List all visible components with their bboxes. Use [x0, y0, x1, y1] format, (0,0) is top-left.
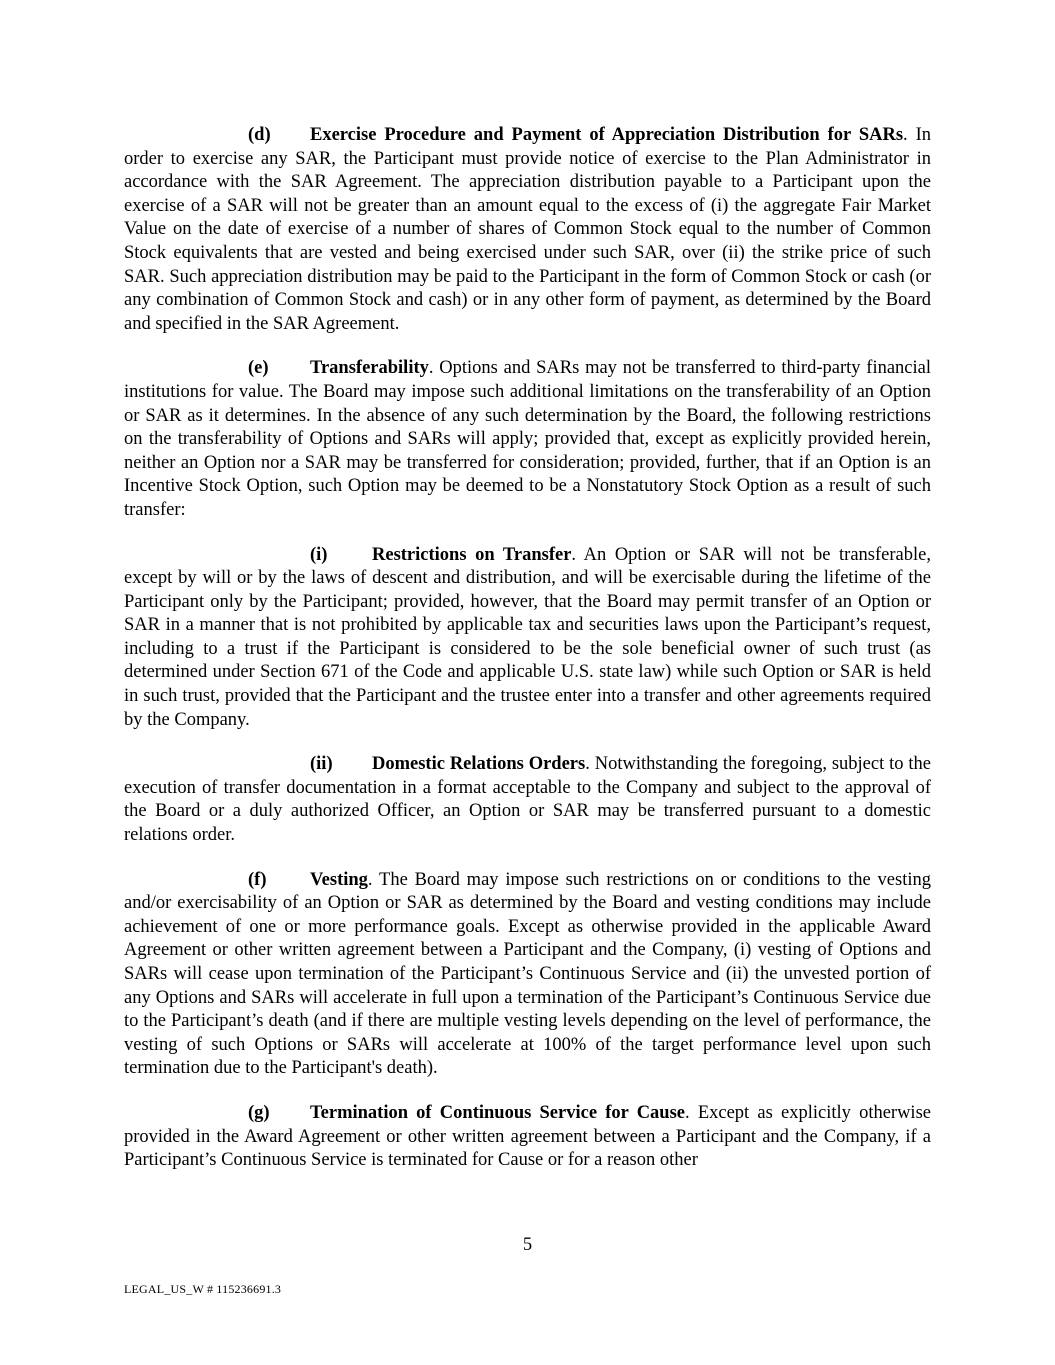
section-e [124, 357, 931, 522]
page-number: 5 [522, 1235, 533, 1255]
section-body: . The Board may impose such restrictions on or conditions to the vesting and/or exercisability of an Option or SAR as determined by the Board and vesting conditions may include achievement of one or more performance goals. Except as otherwise provided in the applicable Award Agreement or other written agreement between a Participant and the Company, (i) vesting of Options and SARs will cease upon termination of the Participant’s Continuous Service and (ii) the unvested portion of any Options and SARs will accelerate in full upon a termination of the Participant’s Continuous Service due to the Participant’s death (and if there are multiple vesting levels depending on the level of performance, the vesting of such Options or SARs will accelerate at 100% of the target performance level upon such termination due to the Participant's death). [124, 869, 931, 1079]
section-heading: Domestic Relations Orders [372, 754, 586, 775]
section-g [124, 1102, 931, 1173]
section-f [124, 869, 931, 1081]
section-heading: Vesting [310, 869, 368, 890]
section-number: (i) [310, 544, 328, 565]
section-d [124, 124, 931, 336]
section-number: (d) [248, 125, 271, 145]
section-body: . In order to exercise any SAR, the Participant must provide notice of exercise to the Plan Administrator in accordance with the SAR Agreement. The appreciation distribution payable to a Participant upon the exercise of a SAR will not be greater than an amount equal to the excess of (i) the aggregate Fair Market Value on the date of exercise of a number of shares of Common Stock equal to the number of Common Stock equivalents that are vested and being exercised under such SAR, over (ii) the strike price of such SAR. Such appreciation distribution may be paid to the Participant in the form of Common Stock or cash (or any combination of Common Stock and cash) or in any other form of payment, as determined by the Board and specified in the SAR Agreement. [124, 125, 931, 334]
document-footer-id: LEGAL_US_W # 115236691.3 [124, 1282, 282, 1296]
section-number: (e) [248, 358, 269, 379]
section-heading: Transferability [310, 358, 429, 379]
section-number: (g) [248, 1102, 270, 1123]
document-page [124, 124, 931, 1173]
section-heading: Restrictions on Transfer [372, 544, 572, 565]
subsection-e-ii [124, 753, 931, 847]
section-body: . Options and SARs may not be transferred to third-party financial institutions for value. The Board may impose such additional limitations on the transferability of an Option or SAR as it determines. In the absence of any such determination by the Board, the following restrictions on the transferability of Options and SARs will apply; provided that, except as explicitly provided herein, neither an Option nor a SAR may be transferred for consideration; provided, further, that if an Option is an Incentive Stock Option, such Option may be deemed to be a Nonstatutory Stock Option as a result of such transfer: [124, 358, 931, 520]
section-heading: Termination of Continuous Service for Cause [310, 1102, 686, 1123]
section-heading: Exercise Procedure and Payment of Appreciation Distribution for SARs [310, 125, 904, 145]
section-body: . An Option or SAR will not be transferable, except by will or by the laws of descent and distribution, and will be exercisable during the lifetime of the Participant only by the Participant; provided, however, that the Board may permit transfer of an Option or SAR in a manner that is not prohibited by applicable tax and securities laws upon the Participant’s request, including to a trust if the Participant is considered to be the sole beneficial owner of such trust (as determined under Section 671 of the Code and applicable U.S. state law) while such Option or SAR is held in such trust, provided that the Participant and the trustee enter into a transfer and other agreements required by the Company. [124, 544, 931, 730]
section-body: . Notwithstanding the foregoing, subject to the execution of transfer documentation in a format acceptable to the Company and subject to the approval of the Board or a duly authorized Officer, an Option or SAR may be transferred pursuant to a domestic relations order. [124, 754, 931, 846]
subsection-e-i [124, 544, 931, 733]
section-body: . Except as explicitly otherwise provided in the Award Agreement or other written agreement between a Participant and the Company, if a Participant’s Continuous Service is terminated for Cause or for a reason other [124, 1102, 931, 1171]
section-number: (f) [248, 869, 267, 890]
section-number: (ii) [310, 754, 333, 775]
